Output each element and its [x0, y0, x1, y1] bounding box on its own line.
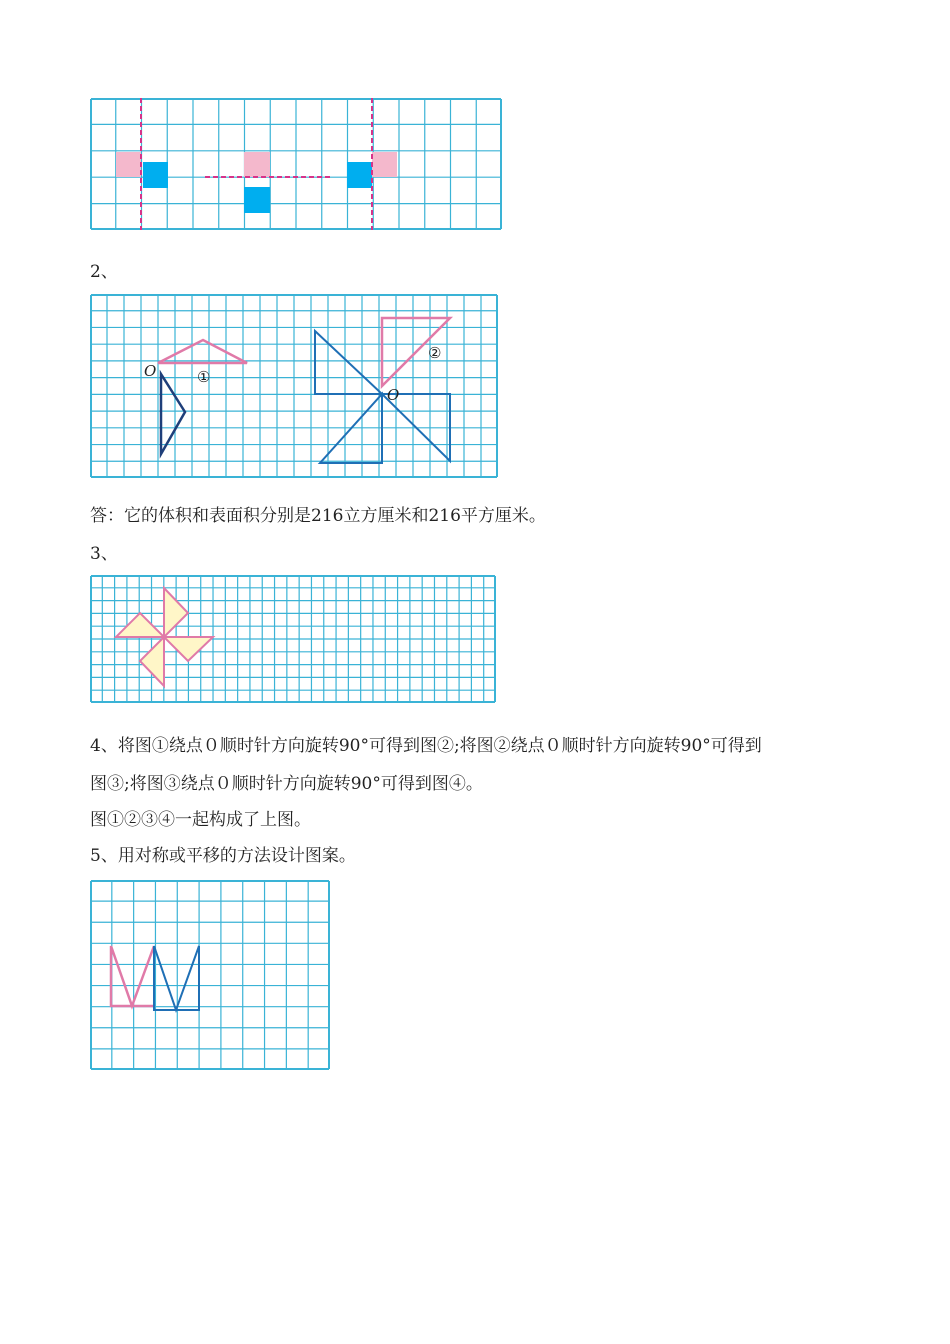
section-3-label: 3、	[90, 544, 118, 564]
section-5-label: 5、用对称或平移的方法设计图案。	[90, 846, 356, 866]
shape-1-label: ①	[197, 368, 211, 386]
triangle-1	[158, 340, 247, 363]
blue-triangle-left	[315, 331, 382, 394]
pink-square	[372, 152, 397, 177]
pinwheel-blade	[164, 637, 213, 661]
point-o-label: O	[144, 362, 157, 380]
pink-square	[116, 152, 141, 177]
blue-pattern	[154, 946, 199, 1010]
pinwheel-blade	[116, 613, 164, 637]
pink-pattern	[111, 946, 154, 1006]
answer-text: 答：它的体积和表面积分别是216立方厘米和216平方厘米。	[90, 506, 546, 526]
blue-triangle-bottom	[320, 394, 382, 463]
point-o-label: O	[387, 386, 400, 404]
blue-square	[143, 162, 168, 188]
blue-square	[347, 162, 372, 188]
pink-square	[244, 152, 270, 177]
figure-3-grid	[90, 575, 496, 703]
blue-square	[244, 187, 270, 213]
section-4-line-2: 图③;将图③绕点０顺时针方向旋转90°可得到图④。	[90, 774, 483, 794]
figure-1-grid	[90, 98, 502, 230]
section-4-line-1: 4、将图①绕点０顺时针方向旋转90°可得到图②;将图②绕点０顺时针方向旋转90°可得到	[90, 736, 762, 756]
section-4-line-3: 图①②③④一起构成了上图。	[90, 810, 311, 830]
section-2-label: 2、	[90, 262, 118, 282]
figure-5-grid	[90, 880, 330, 1070]
shape-2-label: ②	[428, 344, 442, 362]
rotated-triangle	[161, 374, 185, 454]
figure-2-grid	[90, 294, 498, 478]
